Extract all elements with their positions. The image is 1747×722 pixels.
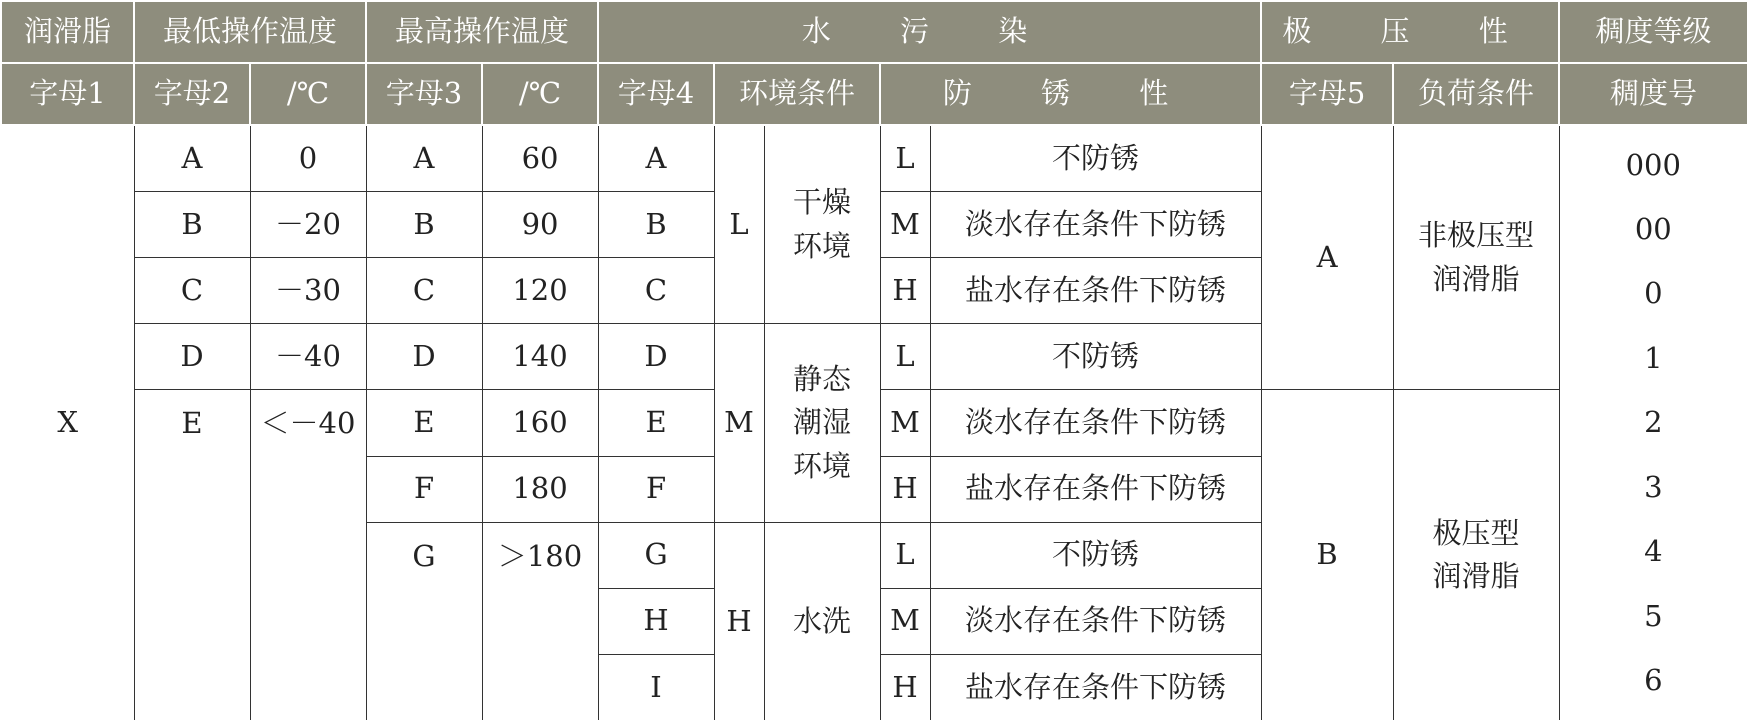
load-condition [1393,125,1559,390]
grade-value: 6 [1644,663,1663,698]
grade-column [1559,125,1747,721]
load-line: 极压型 [1432,515,1520,550]
rust-text: 淡水存在条件下防锈 [930,390,1261,456]
rust-code: H [880,258,930,324]
header-extreme-pressure: 极 压 性 [1261,1,1559,63]
env-code: M [714,324,764,522]
env-name-line: 环境 [793,228,852,263]
grade-value: 0 [1644,276,1663,311]
min-temp-letter: D [134,324,250,390]
rust-code: H [880,654,930,721]
max-temp-value: 180 [482,456,598,522]
header-water-pollution: 水 污 染 [598,1,1261,63]
env-name [764,324,880,522]
water-letter: I [598,654,714,721]
rust-text: 盐水存在条件下防锈 [930,654,1261,721]
rust-text: 盐水存在条件下防锈 [930,456,1261,522]
header-max-temp-unit: /℃ [482,63,598,125]
header-letter-4: 字母4 [598,63,714,125]
table-row [1,125,1747,192]
env-name [764,125,880,324]
env-name-line: 潮湿 [793,405,852,440]
header-grade: 稠度号 [1559,63,1747,125]
min-temp-value: 0 [250,125,366,192]
header-row-1 [1,1,1747,63]
water-letter: F [598,456,714,522]
max-temp-value: 90 [482,192,598,258]
header-consistency: 稠度等级 [1559,1,1747,63]
load-condition [1393,390,1559,721]
water-letter: A [598,125,714,192]
max-temp-value: 160 [482,390,598,456]
rust-text: 盐水存在条件下防锈 [930,258,1261,324]
grade-value: 3 [1644,469,1663,504]
header-environment: 环境条件 [714,63,880,125]
rust-code: L [880,522,930,588]
grade-value: 5 [1644,598,1663,633]
min-temp-letter: C [134,258,250,324]
rust-text: 不防锈 [930,125,1261,192]
water-letter: D [598,324,714,390]
grade-value: 4 [1644,534,1663,569]
env-name-line: 干燥 [793,185,852,220]
grade-value: 00 [1634,211,1672,246]
header-load-condition: 负荷条件 [1393,63,1559,125]
env-name [764,522,880,721]
env-code: L [714,125,764,324]
header-letter-2: 字母2 [134,63,250,125]
rust-text: 不防锈 [930,522,1261,588]
load-line: 润滑脂 [1432,559,1520,594]
rust-code: L [880,324,930,390]
ep-letter: B [1261,390,1393,721]
min-temp-value: －40 [250,324,366,390]
water-letter: B [598,192,714,258]
max-temp-letter: G [366,522,482,721]
rust-text: 淡水存在条件下防锈 [930,192,1261,258]
rust-text: 不防锈 [930,324,1261,390]
rust-code: M [880,192,930,258]
min-temp-letter: B [134,192,250,258]
env-name-line: 水洗 [793,603,852,638]
header-max-temp: 最高操作温度 [366,1,598,63]
max-temp-letter: A [366,125,482,192]
letter-1-cell: X [1,125,134,721]
max-temp-value: ＞180 [482,522,598,721]
header-rust-prevention: 防 锈 性 [880,63,1261,125]
water-letter: C [598,258,714,324]
rust-code: M [880,588,930,654]
min-temp-value: ＜－40 [250,390,366,721]
header-grease: 润滑脂 [1,1,134,63]
header-min-temp-unit: /℃ [250,63,366,125]
env-code: H [714,522,764,721]
rust-code: L [880,125,930,192]
min-temp-letter: A [134,125,250,192]
max-temp-letter: D [366,324,482,390]
max-temp-letter: B [366,192,482,258]
header-letter-3: 字母3 [366,63,482,125]
header-letter-1: 字母1 [1,63,134,125]
header-row-2 [1,63,1747,125]
max-temp-letter: F [366,456,482,522]
rust-code: H [880,456,930,522]
rust-code: M [880,390,930,456]
max-temp-value: 120 [482,258,598,324]
max-temp-letter: E [366,390,482,456]
min-temp-value: －20 [250,192,366,258]
max-temp-value: 140 [482,324,598,390]
env-name-line: 静态 [793,361,852,396]
header-min-temp: 最低操作温度 [134,1,366,63]
max-temp-value: 60 [482,125,598,192]
env-name-line: 环境 [793,448,852,483]
grade-value: 2 [1644,405,1663,440]
load-line: 润滑脂 [1432,261,1520,296]
header-letter-5: 字母5 [1261,63,1393,125]
ep-letter: A [1261,125,1393,390]
water-letter: G [598,522,714,588]
min-temp-letter: E [134,390,250,721]
load-line: 非极压型 [1418,218,1535,253]
water-letter: E [598,390,714,456]
min-temp-value: －30 [250,258,366,324]
water-letter: H [598,588,714,654]
grade-value: 000 [1625,147,1681,182]
grade-value: 1 [1644,340,1663,375]
max-temp-letter: C [366,258,482,324]
rust-text: 淡水存在条件下防锈 [930,588,1261,654]
